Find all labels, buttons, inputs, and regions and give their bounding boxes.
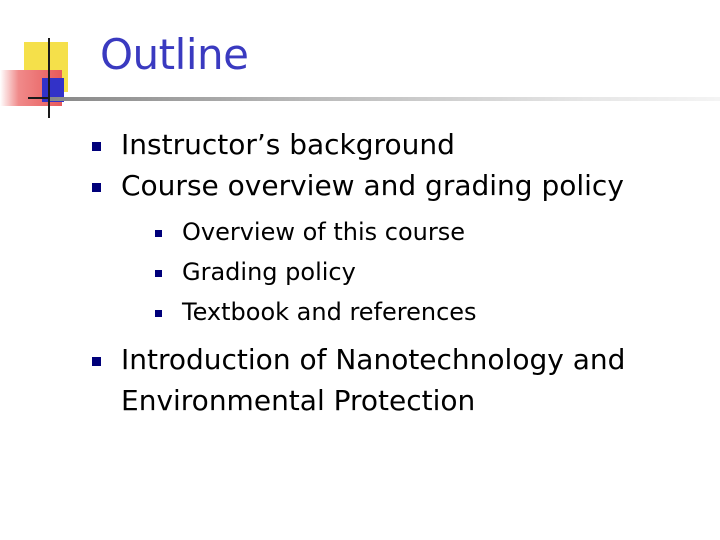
outline-subitem-overview (155, 212, 712, 252)
square-bullet-icon (155, 270, 162, 277)
outline-item-label: Course overview and grading policy (121, 169, 624, 202)
outline-subitem-textbook (155, 292, 712, 332)
title-underline-rule (50, 97, 720, 101)
slide-title: Outline (100, 30, 249, 79)
outline-list (92, 124, 712, 421)
square-bullet-icon (155, 230, 162, 237)
logo-vertical-line (48, 38, 50, 118)
outline-subitem-label: Grading policy (182, 258, 356, 286)
outline-item-label: Instructor’s background (121, 128, 455, 161)
outline-subitem-label: Overview of this course (182, 218, 466, 246)
slide-logo-decoration (0, 0, 100, 125)
outline-subitem-grading (155, 252, 712, 292)
outline-subitem-label: Textbook and references (182, 298, 477, 326)
square-bullet-icon (92, 357, 101, 366)
square-bullet-icon (155, 310, 162, 317)
outline-item-course-overview (92, 165, 712, 332)
outline-item-instructor-background (92, 124, 712, 165)
outline-sublist (155, 212, 712, 332)
square-bullet-icon (92, 142, 101, 151)
square-bullet-icon (92, 183, 101, 192)
outline-item-introduction (92, 339, 712, 421)
outline-item-label: Introduction of Nanotechnology and Environmental Protection (121, 343, 626, 417)
